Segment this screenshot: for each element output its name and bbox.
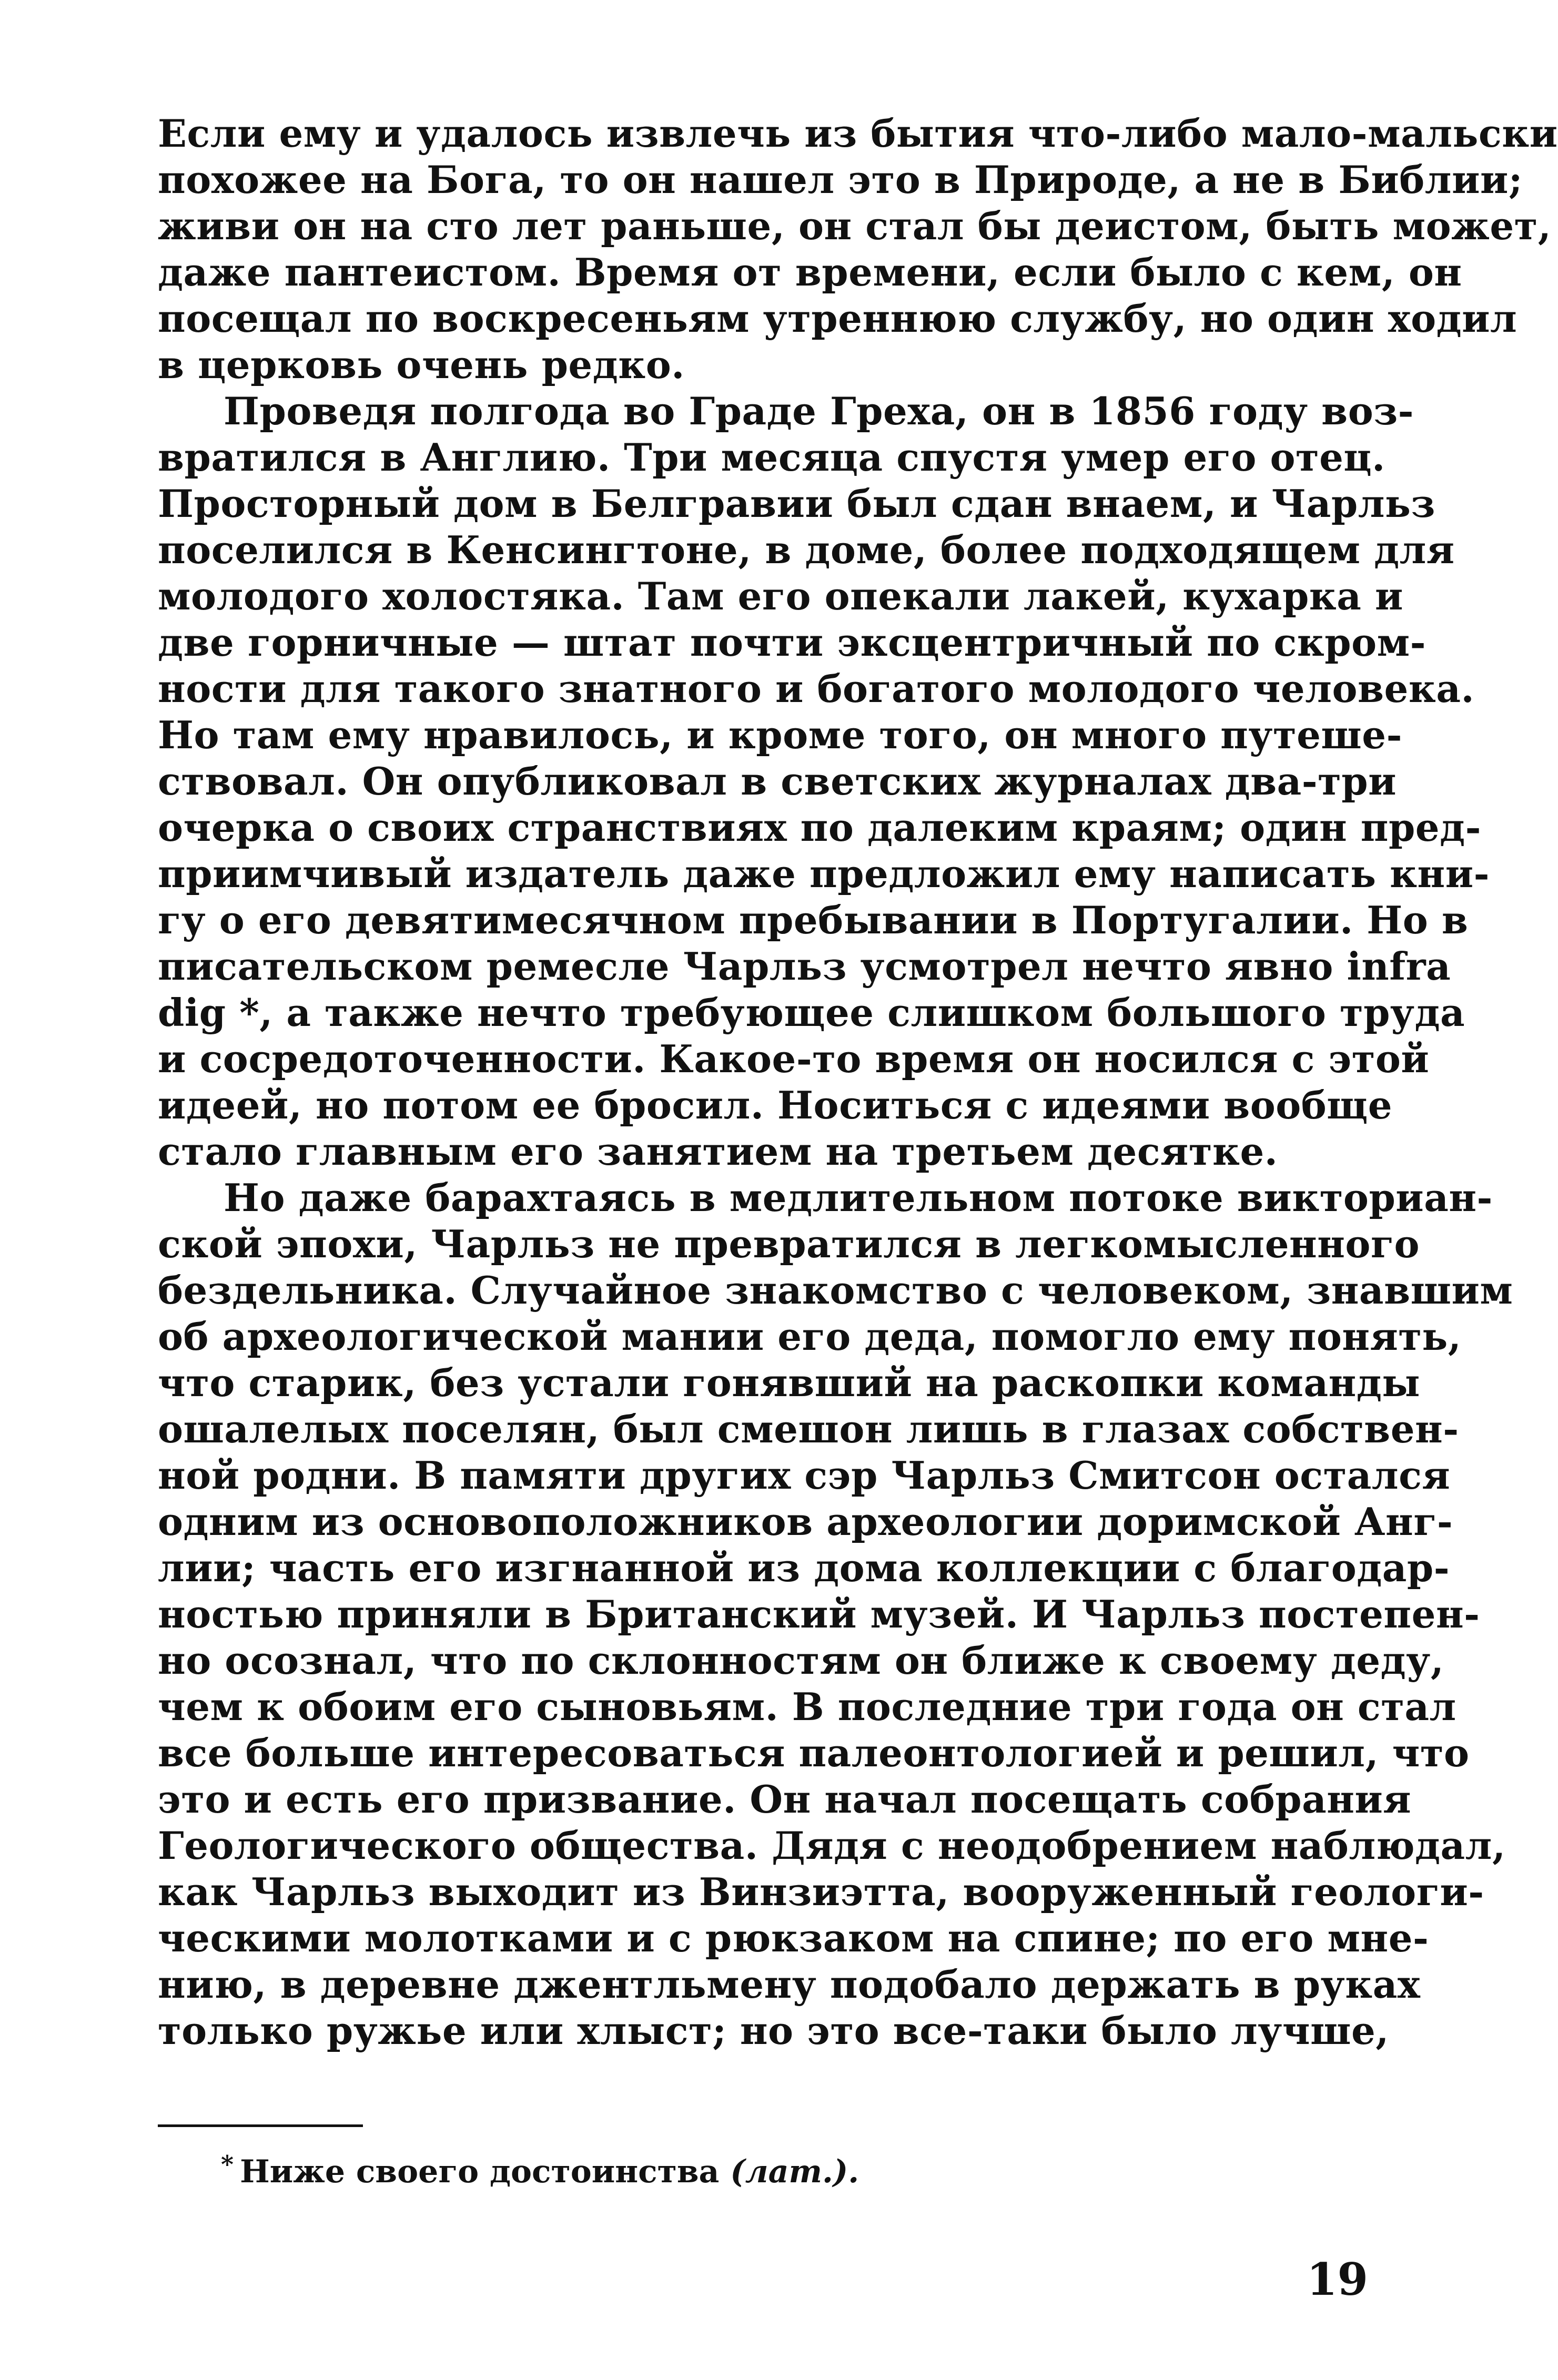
text-line: и сосредоточенности. Какое-то время он носился с этой xyxy=(158,1036,1430,1081)
text-line: ности для такого знатного и богатого молодого человека. xyxy=(158,666,1475,711)
text-line: Но даже барахтаясь в медлительном потоке викториан- xyxy=(224,1175,1493,1220)
main-text xyxy=(158,110,1558,2054)
text-line: это и есть его призвание. Он начал посещать собрания xyxy=(158,1777,1412,1822)
footnote xyxy=(221,2151,859,2195)
text-line: бездельника. Случайное знакомство с человеком, знавшим xyxy=(158,1268,1513,1313)
text-line: даже пантеистом. Время от времени, если было с кем, он xyxy=(158,250,1462,294)
text-line: Если ему и удалось извлечь из бытия что-либо мало-мальски xyxy=(158,111,1558,156)
text-line: но осознал, что по склонностям он ближе к своему деду, xyxy=(158,1638,1444,1683)
text-line: приимчивый издатель даже предложил ему написать кни- xyxy=(158,851,1490,896)
text-line: только ружье или хлыст; но это все-таки было лучше, xyxy=(158,2008,1389,2053)
text-line: чем к обоим его сыновьям. В последние три года он стал xyxy=(158,1684,1456,1729)
text-line: посещал по воскресеньям утреннюю службу, но один ходил xyxy=(158,296,1517,341)
text-line: идеей, но потом ее бросил. Носиться с идеями вообще xyxy=(158,1083,1393,1127)
text-line: нию, в деревне джентльмену подобало держать в руках xyxy=(158,1962,1421,2007)
text-line: dig *, а также нечто требующее слишком большого труда xyxy=(158,990,1465,1035)
page-number: 19 xyxy=(1307,2253,1368,2305)
text-line: похожее на Бога, то он нашел это в Природе, а не в Библии; xyxy=(158,157,1523,202)
text-line: две горничные — штат почти эксцентричный по скром- xyxy=(158,620,1427,665)
text-line: поселился в Кенсингтоне, в доме, более подходящем для xyxy=(158,527,1455,572)
text-line: живи он на сто лет раньше, он стал бы деистом, быть может, xyxy=(158,204,1552,248)
text-line: Просторный дом в Белгравии был сдан внаем, и Чарльз xyxy=(158,481,1435,526)
text-line: ской эпохи, Чарльз не превратился в легкомысленного xyxy=(158,1222,1420,1266)
text-line: ствовал. Он опубликовал в светских журналах два-три xyxy=(158,759,1397,803)
text-line: одним из основоположников археологии доримской Анг- xyxy=(158,1499,1453,1544)
footnote-language: (лат.). xyxy=(730,2153,859,2190)
text-line: ческими молотками и с рюкзаком на спине; по его мне- xyxy=(158,1916,1429,1960)
text-line: ной родни. В памяти других сэр Чарльз Смитсон остался xyxy=(158,1453,1451,1498)
text-line: в церковь очень редко. xyxy=(158,342,685,387)
text-line: гу о его девятимесячном пребывании в Португалии. Но в xyxy=(158,898,1469,942)
text-line: вратился в Англию. Три месяца спустя умер его отец. xyxy=(158,435,1385,480)
text-line: об археологической мании его деда, помогло ему понять, xyxy=(158,1314,1462,1359)
text-line: очерка о своих странствиях по далеким краям; один пред- xyxy=(158,805,1481,850)
footnote-divider xyxy=(158,2124,363,2127)
text-line: ностью приняли в Британский музей. И Чарльз постепен- xyxy=(158,1592,1480,1636)
footnote-marker: * xyxy=(221,2150,234,2179)
text-line: стало главным его занятием на третьем десятке. xyxy=(158,1129,1278,1174)
footnote-text: Ниже своего достоинства xyxy=(240,2153,720,2190)
text-line: что старик, без устали гонявший на раскопки команды xyxy=(158,1360,1420,1405)
text-line: писательском ремесле Чарльз усмотрел нечто явно infra xyxy=(158,944,1451,989)
text-line: Геологического общества. Дядя с неодобрением наблюдал, xyxy=(158,1823,1506,1868)
text-line: Но там ему нравилось, и кроме того, он много путеше- xyxy=(158,713,1402,757)
text-line: лии; часть его изгнанной из дома коллекции с благодар- xyxy=(158,1545,1450,1590)
text-line: все больше интересоваться палеонтологией и решил, что xyxy=(158,1731,1470,1775)
text-line: как Чарльз выходит из Винзиэтта, вооруженный геологи- xyxy=(158,1869,1484,1914)
text-line: молодого холостяка. Там его опекали лакей, кухарка и xyxy=(158,574,1403,618)
text-line: Проведя полгода во Граде Греха, он в 1856 году воз- xyxy=(224,389,1414,433)
text-line: ошалелых поселян, был смешон лишь в глазах собствен- xyxy=(158,1407,1459,1451)
